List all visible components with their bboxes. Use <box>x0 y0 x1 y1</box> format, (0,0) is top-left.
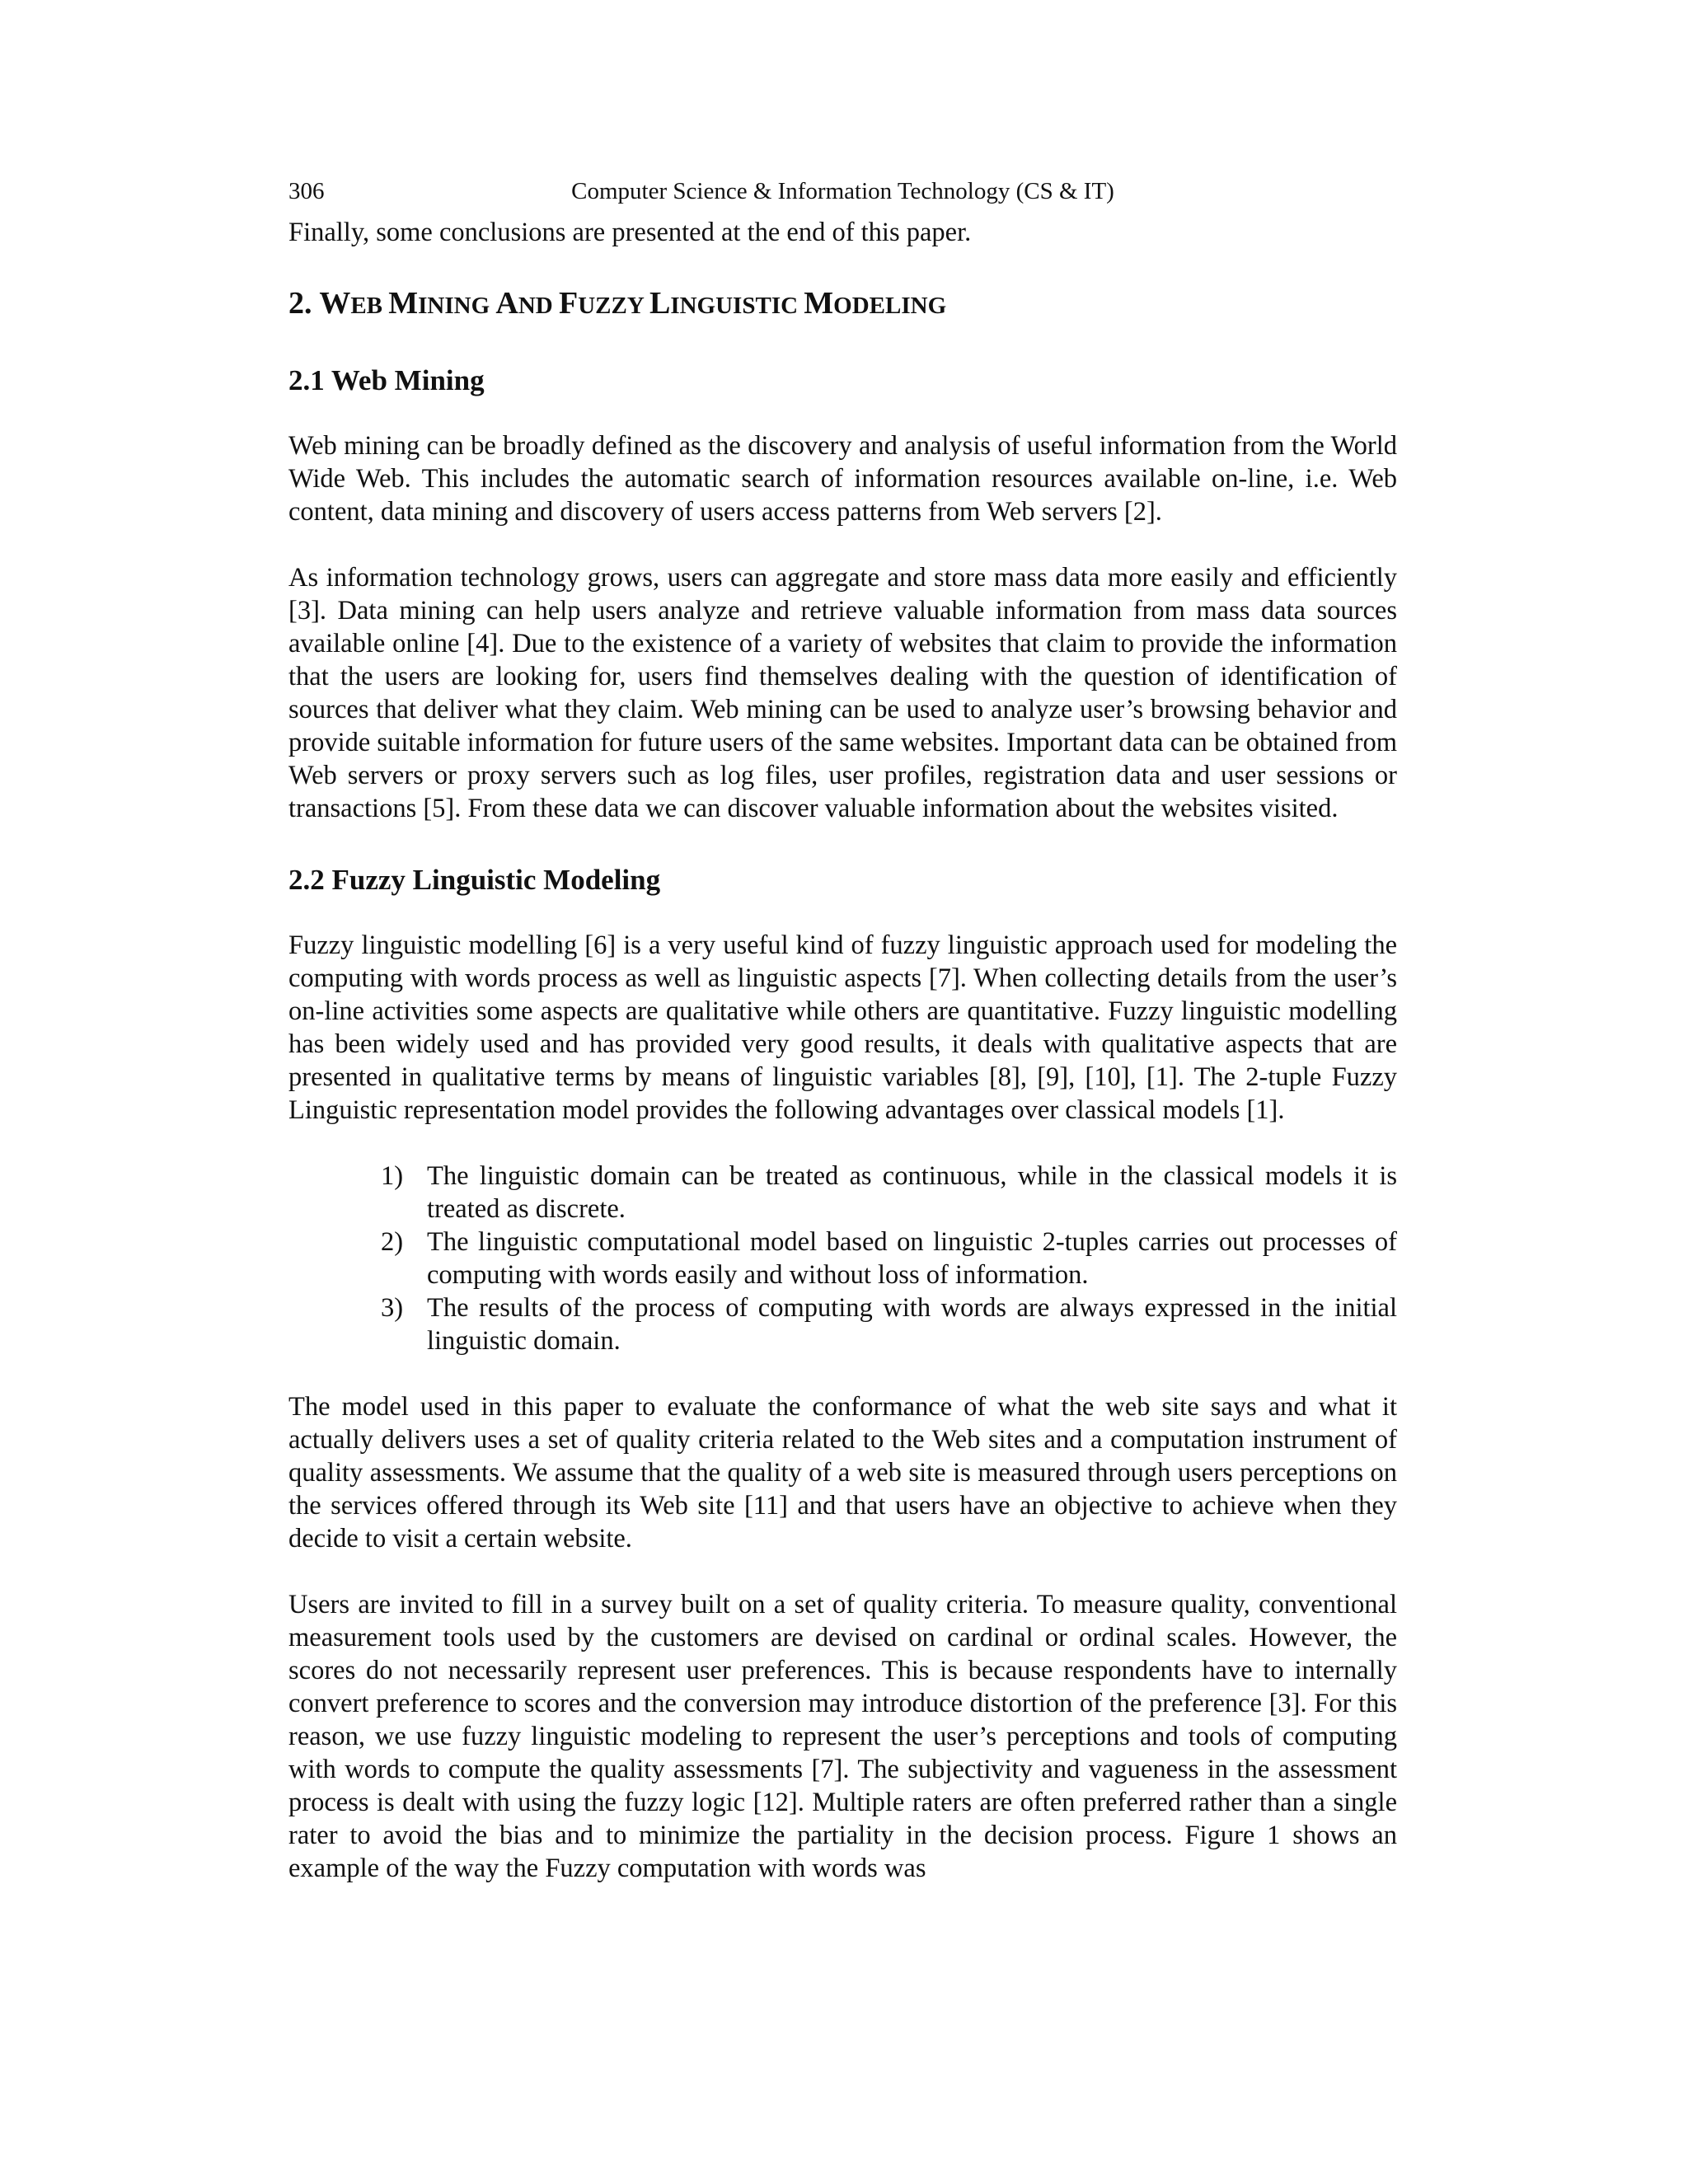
list-item-text: The linguistic computational model based on linguistic 2-tuples carries out processes of computing with words easily and without loss of information. <box>427 1227 1397 1290</box>
journal-title: Computer Science & Information Technology (CS & IT) <box>571 178 1114 204</box>
page-number: 306 <box>288 178 325 204</box>
paragraph-model-description: The model used in this paper to evaluate the conformance of what the web site says and what it actually delivers uses a set of quality criteria related to the Web sites and a computation instrument of quality assessments. We assume that the quality of a web site is measured through users perceptions on the services offered through its Web site [11] and that users have an objective to achieve when they decide to visit a certain website. <box>288 1392 1397 1554</box>
advantages-list <box>288 1160 1397 1357</box>
subsection-2-1-heading: 2.1 Web Mining <box>288 364 485 396</box>
list-item-text: The results of the process of computing with words are always expressed in the initial linguistic domain. <box>427 1293 1397 1356</box>
running-header <box>288 173 1397 209</box>
section-2-number: 2. <box>288 286 320 321</box>
list-item-number: 1) <box>381 1161 404 1191</box>
list-item-number: 3) <box>381 1293 404 1323</box>
subsection-2-2-heading: 2.2 Fuzzy Linguistic Modeling <box>288 864 661 896</box>
paragraph-web-mining-definition: Web mining can be broadly defined as the discovery and analysis of useful information from the World Wide Web. This includes the automatic search of information resources available on-line, i.e. Web content, data mining and discovery of users access patterns from Web servers [2]. <box>288 431 1397 527</box>
paragraph-web-mining-details: As information technology grows, users can aggregate and store mass data more easily and efficiently [3]. Data mining can help users analyze and retrieve valuable information from mass data sources available online [4]. Due to the existence of a variety of websites that claim to provide the information that the users are looking for, users find themselves dealing with the question of identification of sources that deliver what they claim. Web mining can be used to analyze user’s browsing behavior and provide suitable information for future users of the same websites. Important data can be obtained from Web servers or proxy servers such as log files, user profiles, registration data and user sessions or transactions [5]. From these data we can discover valuable information about the websites visited. <box>288 563 1397 823</box>
body-text <box>288 216 1397 1885</box>
section-2-heading: 2. WEB MINING AND FUZZY LINGUISTIC MODELING <box>288 286 947 321</box>
intro-line: Finally, some conclusions are presented at the end of this paper. <box>288 218 972 247</box>
list-item <box>381 1291 1397 1357</box>
list-item <box>381 1226 1397 1291</box>
list-item-text: The linguistic domain can be treated as continuous, while in the classical models it is treated as discrete. <box>427 1161 1397 1224</box>
list-item <box>381 1160 1397 1226</box>
paragraph-fuzzy-modelling: Fuzzy linguistic modelling [6] is a very useful kind of fuzzy linguistic approach used for modeling the computing with words process as well as linguistic aspects [7]. When collecting details from the user’s on-line activities some aspects are qualitative while others are quantitative. Fuzzy linguistic modelling has been widely used and has provided very good results, it deals with qualitative aspects that are presented in qualitative terms by means of linguistic variables [8], [9], [10], [1]. The 2-tuple Fuzzy Linguistic representation model provides the following advantages over classical models [1]. <box>288 930 1397 1125</box>
paragraph-survey-description: Users are invited to fill in a survey built on a set of quality criteria. To measure quality, conventional measurement tools used by the customers are devised on cardinal or ordinal scales. However, the scores do not necessarily represent user preferences. This is because respondents have to internally convert preference to scores and the conversion may introduce distortion of the preference [3]. For this reason, we use fuzzy linguistic modeling to represent the user’s perceptions and tools of computing with words to compute the quality assessments [7]. The subjectivity and vagueness in the assessment process is dealt with using the fuzzy logic [12]. Multiple raters are often preferred rather than a single rater to avoid the bias and to minimize the partiality in the decision process. Figure 1 shows an example of the way the Fuzzy computation with words was <box>288 1590 1397 1883</box>
list-item-number: 2) <box>381 1227 404 1257</box>
